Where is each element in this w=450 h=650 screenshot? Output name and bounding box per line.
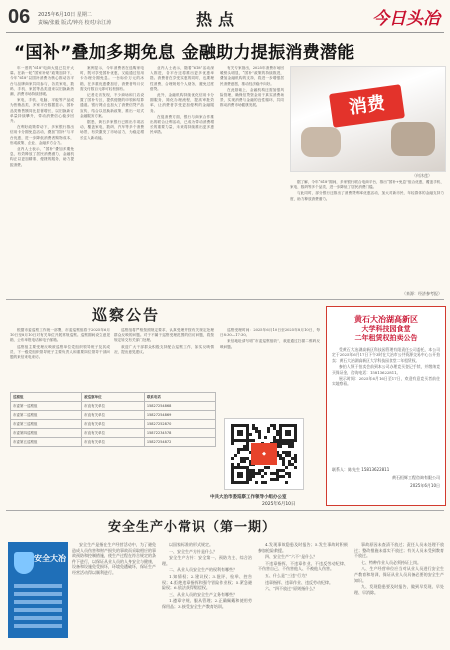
table-cell: 市直有关单位 <box>82 429 145 438</box>
notice-column-3 <box>220 328 320 414</box>
auction-date: 2025年6月10日 <box>410 483 440 488</box>
paragraph: 欢迎广大干部群众积极支持配合巡察工作，如实反映情况，提出意见建议。 <box>114 344 214 354</box>
table-row <box>11 420 216 429</box>
table-row <box>11 411 216 420</box>
auction-title-1: 黄石大冶湖高新区 <box>354 315 418 324</box>
paragraph: 据了解，今年“618”期间，多家银行联合电商平台，推出“国补+免息”组合优惠，覆盖手机、家电、数码等多个品类，进一步降低了居民消费门槛。 <box>290 180 444 190</box>
paragraph: 一、安全生产方针是什么？ <box>169 548 217 554</box>
article-column-1 <box>10 66 74 292</box>
table-cell: 市直有关单位 <box>82 420 145 429</box>
article-column-5 <box>290 180 444 286</box>
paragraph: 七、特种作业人员必须持证上岗。 <box>361 559 421 565</box>
paragraph: 家电、手机、电脑、平板等产品成为热销品类，多家平台数据显示，国补品类销售额同比显著增长，以旧换新订单量持续攀升，带动消费信心稳步回升。 <box>10 98 74 124</box>
paragraph: 在利好政策带动下，多家银行推出信用卡分期免息活动，叠加“国补”与平台优惠，进一步降低消费者购物成本，形成政策、企业、金融多方合力。 <box>10 125 74 145</box>
safety-column-1 <box>72 542 156 642</box>
paragraph: 据悉，黄石多家银行已推出专项活动，覆盖家电、数码、汽车等多个消费场景，有效激发了市场活力，为稳定增长注入新动能。 <box>80 120 144 140</box>
shield-icon <box>14 552 34 574</box>
paragraph: 不违章指挥、不违章作业、不违反劳动纪律、不伤害自己、不伤害他人、不被他人伤害。 <box>258 560 348 572</box>
table-cell: 市委第三巡察组 <box>11 420 82 429</box>
paragraph: 巡察受理时间：2025年6月10日至2025年8月10日，每日8:30—17:30。 <box>220 328 320 338</box>
paragraph: 受黄石大冶湖高新区科技园管理有限责任公司委托，本公司定于2025年6月17日下午3时在大冶市公共资源交易中心公开拍卖：黄石大冶湖高新区大学科技园食堂二年租赁权。 <box>332 347 440 363</box>
paragraph: 年一度的“618”电商大促已拉开大幕。在新一轮“国家补贴”政策加持下，今年“618”以国补消费为核心推动各平台与品牌商家共同参与，各类家电、数码、手机、家居等品类迎来以旧换新热潮，消费市场持续回暖。 <box>10 66 74 97</box>
safety-column-2 <box>162 542 252 642</box>
paragraph: 违章指挥、违章作业、违反劳动纪律。 <box>265 579 333 585</box>
paragraph: 三、从业人员的安全生产义务有哪些？ <box>169 591 237 597</box>
issue-date: 2025年6月10日 星期二 <box>38 12 92 18</box>
header-rule <box>6 32 444 33</box>
table-cell: 15827252870 <box>144 420 215 429</box>
notice-footer-org: 中共大冶市委巡察工作领导小组办公室 <box>210 495 287 500</box>
paragraph: 4.发现事故隐患及时报告；5.发生事故时积极参加抢险救援。 <box>258 542 348 553</box>
safety-title: 安全生产小常识（第一期） <box>108 520 277 535</box>
notice-column-2 <box>114 328 214 384</box>
paragraph: 安全生产方针：安全第一、预防为主、综合治理。 <box>162 555 252 566</box>
table-cell: 市委第二巡察组 <box>11 411 82 420</box>
table-header-cell: 联系电话 <box>144 393 215 402</box>
newspaper-logo: 今日头冶 <box>372 9 440 29</box>
notice-table-wrap <box>10 392 216 447</box>
table-cell: 15827254869 <box>144 411 215 420</box>
notice-table <box>10 392 216 447</box>
paragraph: 事故原因未查清不放过；责任人员未处理不放过；整改措施未落实不放过；有关人员未受到教育不放过。 <box>354 542 444 559</box>
paragraph: 与此同时，部分银行还推出了消费贷利率优惠活动，加大对新市民、年轻群体的金融支持力度，助力释放消费潜力。 <box>290 191 444 201</box>
paragraph: 四、安全生产“六不”是什么？ <box>265 554 318 560</box>
table-cell: 市直有关单位 <box>82 411 145 420</box>
paragraph: 巡察组主要受理反映被巡察单位党组织领导班子及其成员、下一级党组织领导班子主要负责人和重要岗位领导干部问题的来信来电来访。 <box>10 344 110 360</box>
paragraph: 此外，金融机构持续优化信用卡分期服务，简化办理流程，提高审批效率，让消费者享受更加便利的金融服务。 <box>150 93 214 113</box>
safety-poster <box>8 542 68 638</box>
section-title: 热点 <box>196 10 241 29</box>
article-column-3 <box>150 66 214 292</box>
paragraph: 有关专家指出，2025年消费市场回暖势头明显，“国补”政策的持续推进，叠加金融机构的支持，将进一步增强居民消费意愿，推动经济稳中向好。 <box>220 66 284 86</box>
paragraph: 九、发现隐患要及时报告，做到早发现、早处理、早消除。 <box>354 584 444 595</box>
table-cell: 市直有关单位 <box>82 438 145 447</box>
article-photo <box>290 66 446 172</box>
paragraph: 1.遵章守规、服从管理；2.正确佩戴和使用劳保用品；3.接受安全生产教育培训。 <box>162 598 252 609</box>
table-cell: 市委第一巡察组 <box>11 402 82 411</box>
qr-code[interactable] <box>224 418 304 490</box>
auction-title-3: 二年租赁权拍卖公告 <box>354 334 418 342</box>
auction-company: 黄石恒辉工程咨询有限公司 <box>392 475 440 480</box>
table-cell: 15827254868 <box>144 402 215 411</box>
article-column-2 <box>80 66 144 292</box>
table-cell: 市委第五巡察组 <box>11 438 82 447</box>
photo-consumption-sign: 消费 <box>329 84 405 128</box>
table-row <box>11 402 216 411</box>
auction-body <box>332 347 440 465</box>
auction-contact: 联系人：陈先生 15813622811 <box>332 467 390 472</box>
safety-column-3 <box>258 542 348 642</box>
table-row <box>11 438 216 447</box>
paragraph: 五、什么是“三违”行为？ <box>265 572 310 578</box>
paragraph: 安全生产是指在生产经营活动中，为了避免造成人员伤害和财产损失的事故而采取相应的事故预防和控制措施，使生产过程在符合规定的条件下进行，以保证从业人员的人身安全与健康，设备和设施免受损坏，环境免遭破坏，保证生产经营活动得以顺利进行。 <box>72 542 156 575</box>
article-column-4 <box>220 66 284 292</box>
table-cell: 市直有关单位 <box>82 402 145 411</box>
paragraph: 来信地址请写明“市委巡察组收”，欢迎通过扫描二维码反映问题。 <box>220 339 320 349</box>
paragraph: 业内人士表示，“国补”叠加多期免息，有效释放了居民消费潜力，金融机构正以更加精准、便捷的服务，助力提振消费。 <box>10 147 74 167</box>
table-header-cell: 巡察组 <box>11 393 82 402</box>
photo-credit: （何沐莲） <box>412 173 432 178</box>
table-row <box>11 429 216 438</box>
section-divider-1 <box>6 299 444 300</box>
paragraph: 在此基础上，金融机构还需加强风险管理，确保信贷资金用于真实消费场景，实现消费与金融的良性循环，共同推动消费市场健康发展。 <box>220 87 284 108</box>
paragraph: 二、从业人员安全生产的权利有哪些？ <box>169 567 237 573</box>
paragraph: 展示时间：2025年6月16日至17日，欢迎有意竞买者前往实地察看。 <box>332 376 440 387</box>
auction-announcement <box>326 306 446 506</box>
page-header <box>0 0 450 32</box>
table-cell: 市委第四巡察组 <box>11 429 82 438</box>
qr-logo-icon: ◆ <box>251 443 277 465</box>
notice-title: 巡察公告 <box>92 306 161 324</box>
poster-title: 安全大冶 <box>34 554 66 563</box>
table-cell: 15827254872 <box>144 438 215 447</box>
article-source: （来源：经济参考报） <box>402 291 442 296</box>
auction-title-2: 大学科技园食堂 <box>361 325 411 333</box>
paragraph: 六、“四不放过”原则指什么？ <box>265 586 318 592</box>
paragraph: 巡察组将严格按照规定要求，认真受理并按有关规定处理群众反映的问题。对于不属于巡察受理范围的信访问题，将按规定转交有关部门处理。 <box>114 328 214 343</box>
notice-column-1 <box>10 328 110 384</box>
main-headline: “国补”叠加多期免息 金融助力提振消费潜能 <box>14 43 355 63</box>
notice-footer-date: 2025年6月10日 <box>262 502 296 507</box>
table-cell: 15872234578 <box>144 429 215 438</box>
paragraph: 以国家标准的形式规定。 <box>169 542 213 547</box>
editor-line: 责编/张毅 版式/钟亮 校对/余江涛 <box>38 20 112 26</box>
paragraph: 记者走访发现，不少商场和门店设置了国补专区，提供便捷的申领和结算通道。银行网点也加大了消费信贷产品宣传，结合以旧换新政策，推出一站式金融服务方案。 <box>80 93 144 118</box>
page-number: 06 <box>8 6 31 28</box>
photo-hand-left <box>301 127 341 157</box>
paragraph: 参拍人须于拍卖会前到本公司办理竞买登记手续，并缴纳竞买保证金，咨询电话：15813622811。 <box>332 364 440 375</box>
paragraph: 根据市委巡察工作统一部署，市委巡察组将于2025年6月10日至8月10日对有关单位开展常规巡察。巡察期间设立意见箱、公布举报电话和电子邮箱。 <box>10 328 110 343</box>
photo-hand-right <box>391 122 435 156</box>
paragraph: 八、生产经营单位应当对从业人员进行安全生产教育和培训，保证从业人员具备必要的安全生产知识。 <box>354 566 444 583</box>
paragraph: 业内人士表示，随着“618”活动深入推进，各平台还将推出更多优惠举措。消费者在享受实惠的同时，也要理性消费，合理规划个人财务，避免过度借贷。 <box>150 66 214 91</box>
section-divider-2 <box>6 510 444 511</box>
safety-column-4 <box>354 542 444 642</box>
table-header-cell: 被巡察单位 <box>82 393 145 402</box>
paragraph: 案例显示，今年消费者在选购家电时，既可享受国补优惠，又能通过信用卡办理分期免息。一台标价万元的冰箱，在多重优惠叠加后，消费者每月仅需支付数百元即可轻松拥有。 <box>80 66 144 91</box>
paragraph: 在促消费方面，银行与商家合作推出的联合让利活动，已成为带动消费增长的重要力量，未来将持续推出更多惠民举措。 <box>150 114 214 135</box>
paragraph: 1.知情权；2.建议权；3.批评、检举、控告权；4.拒绝违章指挥和强令冒险作业权；5.紧急避险权；6.依法获得赔偿权。 <box>162 573 252 591</box>
